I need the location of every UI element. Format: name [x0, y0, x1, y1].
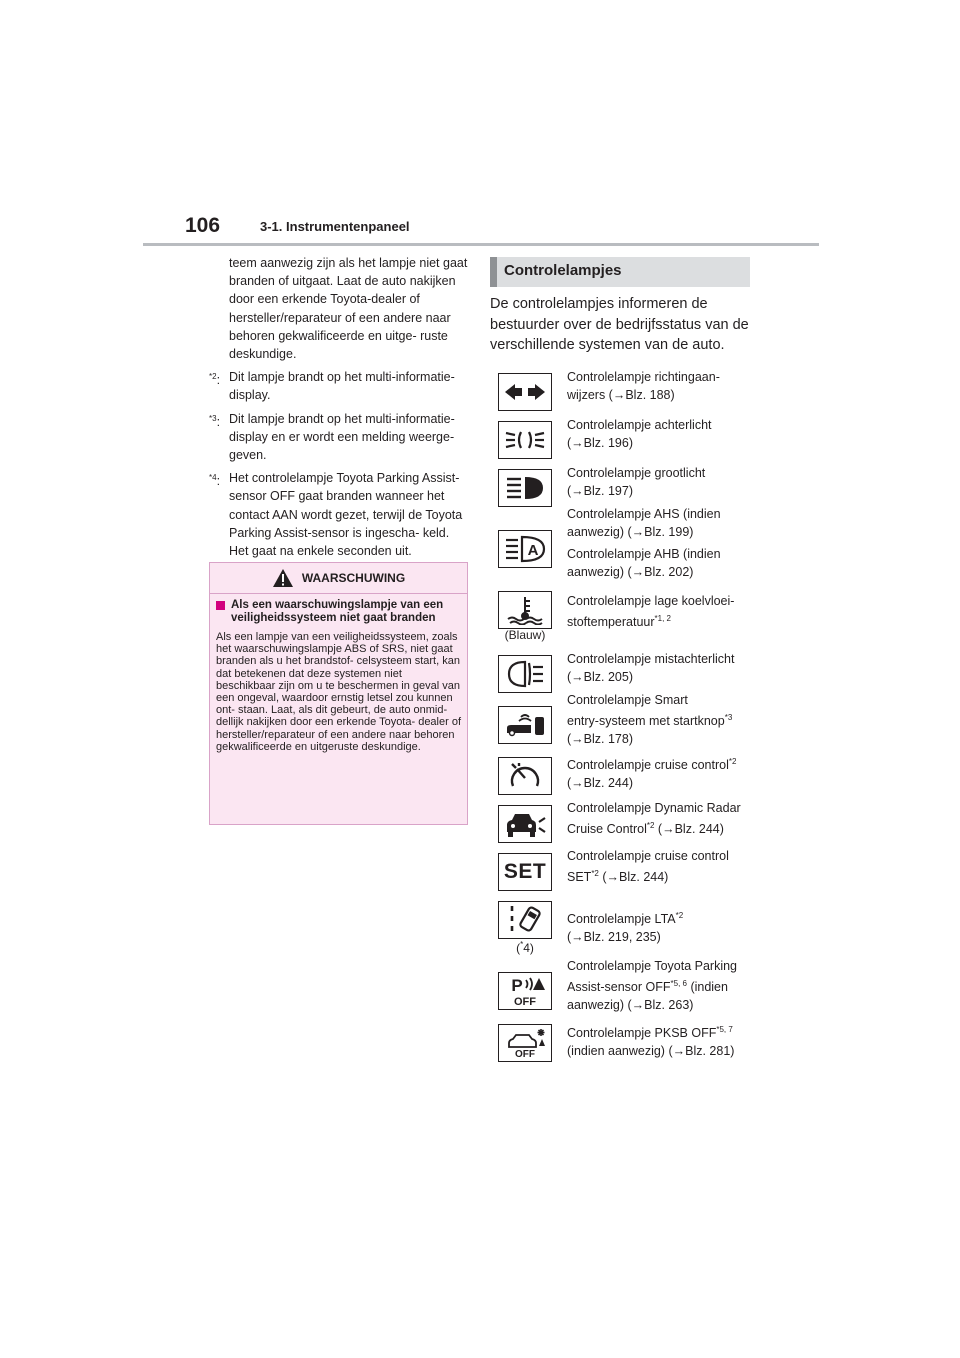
svg-text:A: A	[527, 542, 539, 559]
set-icon	[498, 853, 552, 891]
indicator-desc-pksb: Controlelampje PKSB OFF$^{*5, 7}$ (indien aanwezig) (→Blz. 281)	[567, 1025, 735, 1059]
indicator-desc-turn-signal: Controlelampje richtingaan- wijzers (→Blz. 188)	[567, 370, 720, 402]
warning-label: WAARSCHUWING	[301, 571, 406, 585]
footnote-4: $^{*4}$: Het controlelampje Toyota Parking Assist- sensor OFF gaat branden wanneer het contact AAN wordt gezet, terwijl de Toyota Parking Assist-sensor is ingescha- keld. Het gaat na enkele seconden uit.	[209, 471, 463, 559]
set-icon-label: SET	[503, 860, 547, 883]
warning-box	[209, 562, 468, 825]
indicator-caption-blue: (Blauw)	[504, 628, 546, 642]
indicator-desc-parking-assist: Controlelampje Toyota Parking Assist-sensor OFF$^{*5, 6}$ (indien aanwezig) (→Blz. 263)	[567, 959, 738, 1013]
indicator-desc-cruise-control: Controlelampje cruise control$^{*2}$ (→Blz. 244)	[567, 757, 737, 791]
indicator-desc-tail-light: Controlelampje achterlicht (→Blz. 196)	[567, 418, 712, 450]
continuation-text: teem aanwezig zijn als het lampje niet gaat branden of uitgaat. Laat de auto nakijken door een erkende Toyota-dealer of hersteller/reparateur of een andere naar behoren gekwalificeerde en uitge- ruste deskundige.	[229, 256, 468, 362]
pksb-off-icon	[498, 1024, 552, 1062]
smart-entry-icon	[498, 706, 552, 744]
high-beam-icon	[498, 469, 552, 507]
page-number: 106	[185, 214, 221, 237]
header-rule	[143, 243, 819, 246]
coolant-temp-icon	[498, 591, 552, 629]
tail-light-icon	[498, 421, 552, 459]
indicator-caption-lta: (*4)	[516, 940, 534, 955]
radar-cruise-icon	[498, 805, 552, 843]
turn-signal-icon	[498, 373, 552, 411]
indicator-desc-high-beam: Controlelampje grootlicht (→Blz. 197)	[567, 466, 706, 498]
section-title: 3-1. Instrumentenpaneel	[260, 219, 410, 234]
indicator-desc-ahb: Controlelampje AHB (indien aanwezig) (→Blz. 202)	[567, 547, 721, 579]
footnote-3: $^{*3}$: Dit lampje brandt op het multi-informatie- display en er wordt een melding weerge- geven.	[209, 411, 455, 463]
bullet-square-icon	[216, 601, 225, 610]
svg-text:OFF: OFF	[514, 996, 536, 1007]
svg-text:P: P	[511, 976, 523, 995]
rear-fog-icon	[498, 655, 552, 693]
footnote-2: $^{*2}$: Dit lampje brandt op het multi-informatie- display.	[209, 370, 455, 403]
lta-icon	[498, 901, 552, 939]
svg-text:OFF: OFF	[515, 1049, 535, 1059]
warning-triangle-icon	[272, 568, 294, 588]
warning-header	[210, 563, 467, 594]
indicator-desc-radar-cruise: Controlelampje Dynamic Radar Cruise Control$^{*2}$ (→Blz. 244)	[567, 801, 741, 837]
intro-text: De controlelampjes informeren de bestuurder over de bedrijfsstatus van de verschillende systemen van de auto.	[490, 296, 749, 353]
indicator-desc-set: Controlelampje cruise control SET$^{*2}$ (→Blz. 244)	[567, 849, 729, 885]
warning-body: Als een lampje van een veiligheidssysteem, zoals het waarschuwingslampje ABS of SRS, niet gaat branden als u het brandstof- celsysteem start, kan dat betekenen dat deze systemen niet beschikbaar zijn om u te beschermen in geval van een ongeval, waardoor ernstig letsel zou kunnen ont- staan. Laat, als dit gebeurt, de auto onmid- dellijk nakijken door een erkende Toyota- dealer of hersteller/reparateur of een andere naar behoren gekwalificeerde en uitgeruste deskundige.	[216, 631, 462, 753]
indicator-desc-rear-fog: Controlelampje mistachterlicht (→Blz. 205)	[567, 652, 735, 684]
cruise-control-icon	[498, 757, 552, 795]
ahs-icon	[498, 530, 552, 568]
indicator-desc-coolant: Controlelampje lage koelvloei- stoftemperatuur$^{*1, 2}$	[567, 594, 735, 630]
indicator-desc-lta: Controlelampje LTA$^{*2}$ (→Blz. 219, 235)	[567, 911, 684, 945]
section-heading: Controlelampjes	[490, 257, 750, 287]
indicator-desc-smart-entry: Controlelampje Smart entry-systeem met startknop$^{*3}$ (→Blz. 178)	[567, 693, 733, 747]
warning-title: Als een waarschuwingslampje van een veiligheidssysteem niet gaat branden	[210, 594, 467, 625]
parking-assist-off-icon	[498, 972, 552, 1010]
indicator-desc-ahs: Controlelampje AHS (indien aanwezig) (→Blz. 199)	[567, 507, 721, 539]
left-column	[209, 254, 469, 560]
